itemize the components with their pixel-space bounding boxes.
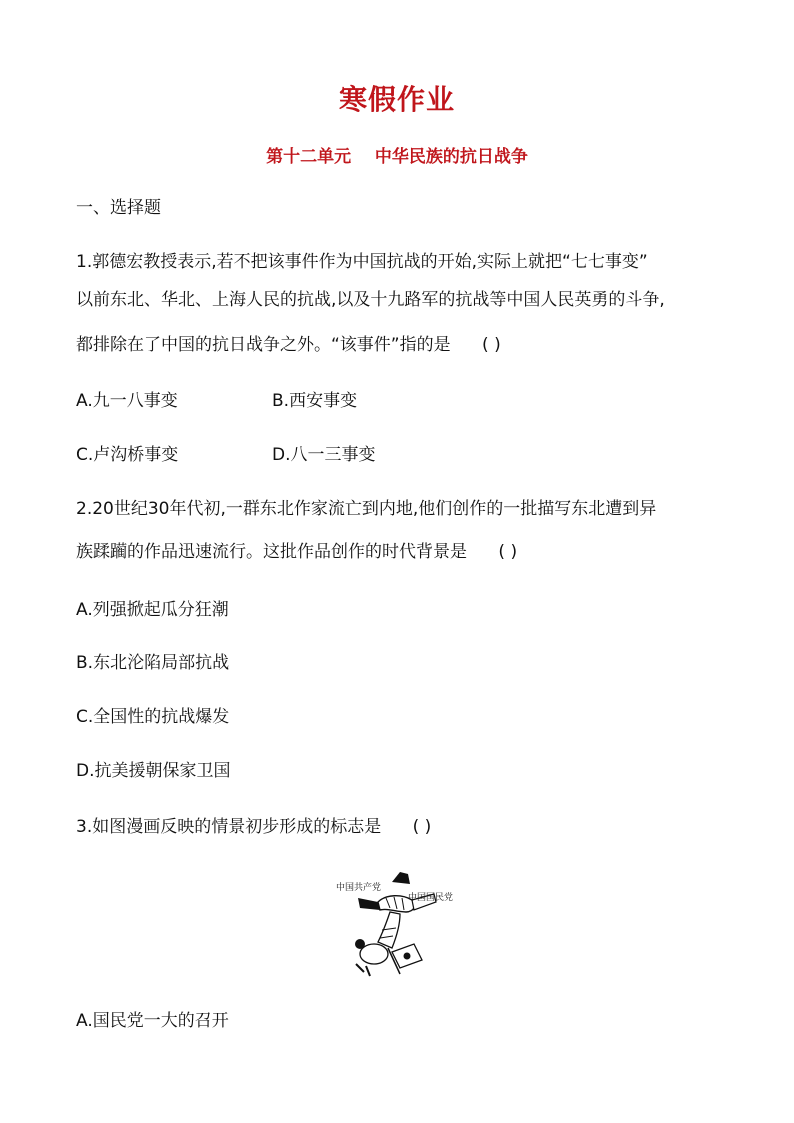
question-2-answer-blank: ( ) xyxy=(498,542,518,562)
question-1-options-row-2 xyxy=(76,443,376,467)
cartoon-label-kmt: 中国国民党 xyxy=(408,893,454,903)
question-1-option-a: A.九一八事变 xyxy=(76,391,178,411)
question-3-option-a: A.国民党一大的召开 xyxy=(76,1011,229,1031)
question-1-option-d: D.八一三事变 xyxy=(272,445,376,465)
fingers-shape xyxy=(386,897,404,910)
hat-shape xyxy=(392,872,410,884)
unit-subtitle: 第十二单元 中华民族的抗日战争 xyxy=(266,147,528,167)
enemy-head-shape xyxy=(355,939,365,949)
question-2-stem-end: 族蹂躏的作品迅速流行。这批作品创作的时代背景是 xyxy=(76,542,467,562)
page-title: 寒假作业 xyxy=(338,83,455,116)
enemy-legs-shape xyxy=(356,964,370,976)
question-2-option-a: A.列强掀起瓜分狂潮 xyxy=(76,600,229,620)
arm-shape xyxy=(378,912,400,948)
question-1-line-3 xyxy=(76,333,501,357)
question-2-line-1: 2.20世纪30年代初,一群东北作家流亡到内地,他们创作的一批描写东北遭到异 xyxy=(76,499,657,519)
question-3-answer-blank: ( ) xyxy=(412,817,432,837)
question-1-option-c: C.卢沟桥事变 xyxy=(76,445,179,465)
question-1-stem-end: 都排除在了中国的抗日战争之外。“该事件”指的是 xyxy=(76,335,451,355)
cartoon-label-cpc: 中国共产党 xyxy=(336,883,382,893)
question-1-answer-blank: ( ) xyxy=(482,335,501,355)
question-3-stem: 3.如图漫画反映的情景初步形成的标志是 xyxy=(76,817,382,837)
flag-sun-shape xyxy=(404,953,411,960)
question-1-options-row-1 xyxy=(76,389,358,413)
question-2-option-d: D.抗美援朝保家卫国 xyxy=(76,761,231,781)
question-2-option-b: B.东北沦陷局部抗战 xyxy=(76,653,230,673)
question-3-line-1 xyxy=(76,815,431,839)
enemy-body-shape xyxy=(360,944,388,964)
cartoon-figure xyxy=(330,868,466,980)
question-1-line-1: 1.郭德宏教授表示,若不把该事件作为中国抗战的开始,实际上就把“七七事变” xyxy=(76,252,648,272)
question-2-line-2 xyxy=(76,540,517,564)
left-sleeve-shape xyxy=(358,898,380,910)
question-1-line-2: 以前东北、华北、上海人民的抗战,以及十九路军的抗战等中国人民英勇的斗争, xyxy=(76,290,665,310)
question-2-option-c: C.全国性的抗战爆发 xyxy=(76,707,230,727)
section-heading: 一、选择题 xyxy=(76,198,161,218)
question-1-option-b: B.西安事变 xyxy=(272,391,358,411)
